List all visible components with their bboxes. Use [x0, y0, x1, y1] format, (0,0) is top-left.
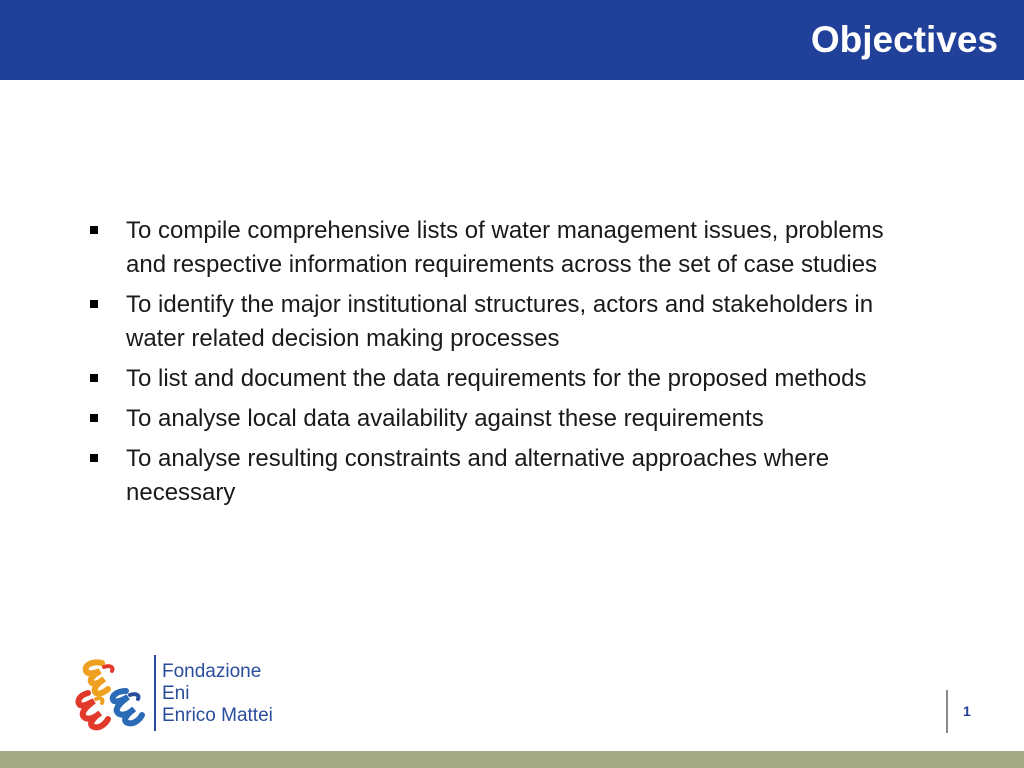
bullet-item [88, 442, 918, 510]
square-bullet-icon [90, 414, 98, 422]
bullet-text: To identify the major institutional structures, actors and stakeholders in water related decision making processes [126, 291, 874, 352]
title-bar [0, 0, 1024, 80]
square-bullet-icon [90, 374, 98, 382]
square-bullet-icon [90, 226, 98, 234]
bullet-text: To analyse resulting constraints and alternative approaches where necessary [126, 445, 830, 506]
bullet-item [88, 402, 918, 436]
square-bullet-icon [90, 300, 98, 308]
bullet-text: To analyse local data availability against these requirements [126, 405, 764, 432]
bullet-item [88, 288, 918, 356]
square-bullet-icon [90, 454, 98, 462]
fondazione-eni-logo [74, 655, 304, 735]
bullet-item [88, 214, 918, 282]
logo-line: Eni [162, 683, 190, 704]
logo-divider [154, 655, 156, 731]
logo-text [162, 661, 273, 727]
bullet-list [88, 214, 918, 516]
page-number: 1 [963, 703, 971, 719]
footer-bar [0, 751, 1024, 768]
page-number-divider [946, 690, 948, 733]
logo-line: Fondazione [162, 661, 262, 682]
eee-logo-icon [74, 659, 150, 731]
slide-title: Objectives [810, 19, 998, 60]
bullet-text: To compile comprehensive lists of water management issues, problems and respective information requirements across the set of case studies [126, 217, 884, 278]
bullet-text: To list and document the data requirements for the proposed methods [126, 365, 867, 392]
bullet-item [88, 362, 918, 396]
logo-line: Enrico Mattei [162, 705, 273, 726]
